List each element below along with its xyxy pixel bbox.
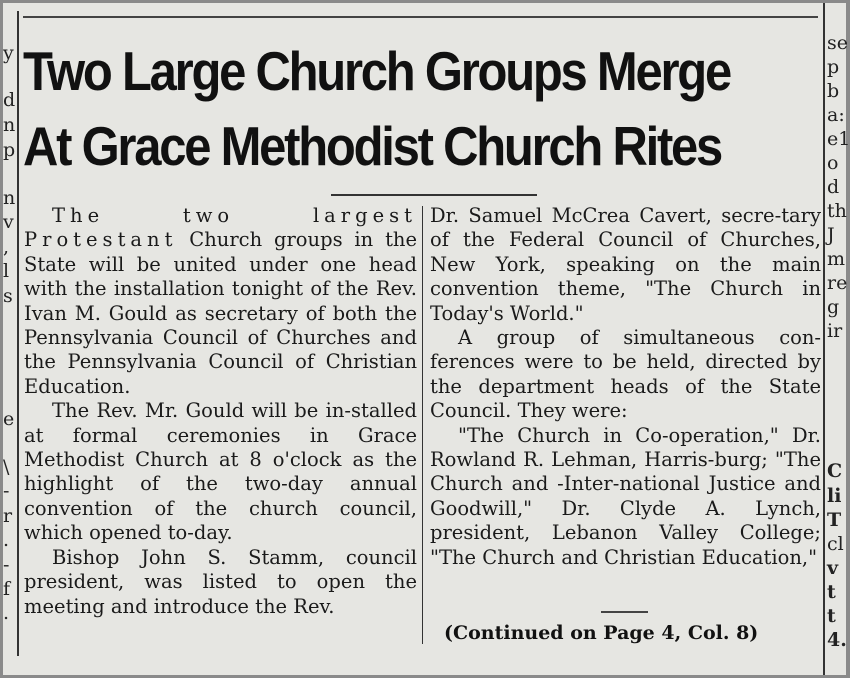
fragment: t (827, 605, 836, 627)
fragment: e (3, 408, 15, 430)
fragment: v (827, 557, 839, 579)
text-line: stalled at formal ceremonies in (24, 399, 417, 447)
text-line: president, was listed to open the (24, 570, 417, 594)
text-line: Churches, New York, speaking on (430, 228, 822, 276)
text-line: by the department heads of the (430, 350, 821, 398)
text-line: Dr. Clyde A. Lynch, president, (430, 496, 821, 545)
text-line: tary of the Federal Council of (430, 204, 821, 252)
text-line: Churches and the Pennsylvania (24, 326, 417, 374)
text-line: Church groups in the State will be (24, 228, 418, 276)
fragment: g (827, 296, 840, 318)
article-column-left (24, 204, 417, 619)
headline-line-1: Two Large Church Groups Merge (23, 40, 730, 102)
fragment: \ (3, 456, 10, 478)
fragment: 4. (827, 629, 847, 651)
text-line: the main convention theme, "The (430, 252, 821, 301)
newspaper-clipping (3, 3, 850, 675)
left-column-rule (17, 11, 19, 656)
text-line: Lebanon Valley College; "The (430, 521, 821, 569)
fragment: T (827, 509, 842, 531)
text-line: ferences were to be held, directed (430, 350, 788, 374)
text-line: Council of Christian Education. (24, 350, 418, 398)
paragraph (24, 204, 417, 399)
text-line: united under one head with the (24, 252, 417, 301)
paragraph (430, 424, 821, 570)
text-line: burg; "The Church and -Inter- (430, 448, 821, 496)
fragment: d (827, 176, 840, 198)
fragment: y (3, 42, 14, 64)
fragment: re (827, 272, 848, 294)
text-line: Church and Christian Education," (482, 545, 818, 569)
text-line: o'clock as the highlight of the (24, 448, 417, 496)
text-line: two-day annual convention of the (24, 472, 417, 520)
text-line: The Rev. Mr. Gould will be in- (52, 399, 352, 423)
fragment: s (3, 285, 13, 307)
text-line: "The Church in Co-operation," (458, 423, 779, 447)
fragment: p (3, 139, 16, 161)
fragment: cl (827, 533, 844, 555)
paragraph (24, 546, 417, 619)
fragment: ir (827, 320, 843, 342)
fragment: J (827, 224, 835, 246)
text-line: Ivan M. Gould as secretary of (24, 301, 325, 325)
fragment: v (3, 211, 14, 233)
fragment: li (827, 485, 842, 507)
fragment: n (3, 114, 16, 136)
fragment: a: (827, 104, 845, 126)
text-line: national Justice and Goodwill," (430, 472, 822, 520)
text-line: Church in Today's World." (430, 277, 822, 325)
text-line: Dr. Rowland R. Lehman, Harris- (430, 423, 821, 472)
paragraph (24, 399, 417, 545)
fragment: C (827, 460, 843, 482)
fragment: p (827, 56, 840, 78)
headline-line-2: At Grace Methodist Church Rites (23, 115, 722, 177)
text-line: Bishop John S. Stamm, council (52, 545, 417, 569)
fragment: o (827, 152, 839, 174)
text-line: church council, which opened to- (24, 496, 417, 545)
text-line: both the Pennsylvania Council of (24, 301, 417, 350)
fragment: r (3, 505, 13, 527)
fragment: se (827, 32, 848, 54)
fragment: th (827, 200, 847, 222)
fragment: d (3, 89, 16, 111)
top-rule (23, 16, 818, 18)
text-line: State Council. They were: (430, 374, 821, 423)
fragment: b (827, 80, 840, 102)
fragment: . (3, 602, 10, 624)
text-line: meeting and introduce the Rev. (24, 594, 335, 618)
fragment: , (3, 236, 10, 258)
text-line: A group of simultaneous con- (458, 326, 821, 350)
center-column-rule (422, 206, 423, 644)
fragment: e1 (827, 128, 850, 150)
fragment: m (827, 248, 846, 270)
fragment: - (3, 554, 10, 576)
paragraph (430, 204, 821, 326)
text-line: The two largest Protestant (24, 204, 417, 252)
fragment: t (827, 581, 836, 603)
text-line: installation tonight of the Rev. (113, 277, 417, 301)
continuation-rule (601, 611, 648, 613)
text-line: day. (193, 521, 233, 545)
text-line: Grace Methodist Church at 8 (24, 423, 417, 472)
headline-rule (331, 194, 537, 196)
paragraph (430, 326, 821, 424)
fragment: . (3, 529, 10, 551)
fragment: n (3, 187, 16, 209)
continued-note: (Continued on Page 4, Col. 8) (444, 622, 759, 644)
article-column-right (430, 204, 821, 570)
text-line: Dr. Samuel McCrea Cavert, secre- (430, 204, 782, 227)
right-column-rule (823, 3, 825, 675)
fragment: - (3, 480, 10, 502)
fragment: f (3, 578, 11, 600)
fragment: l (3, 260, 10, 282)
